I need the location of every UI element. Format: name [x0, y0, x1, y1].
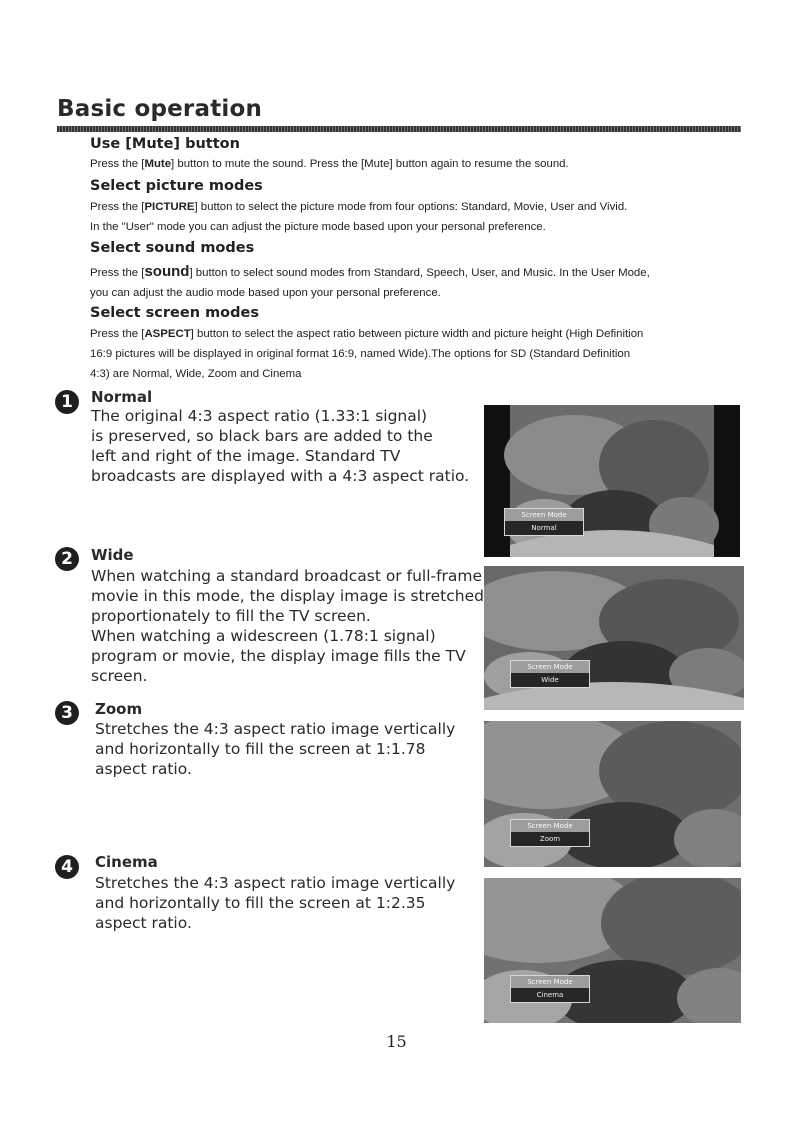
text-run: Press the [ [90, 158, 145, 170]
button-name: Mute [144, 158, 172, 170]
picture-modes-text [90, 197, 750, 237]
zoom-mode-screenshot [484, 721, 741, 867]
mode-wide-description [91, 566, 484, 686]
mode-zoom-name: Zoom [95, 700, 143, 718]
paragraph-line [90, 154, 750, 174]
mode-cinema-name: Cinema [95, 853, 158, 871]
text-run: In the "User" mode you can adjust the picture mode based upon your personal preference. [90, 221, 546, 233]
description-line: When watching a standard broadcast or full-frame [91, 567, 483, 585]
screen-mode-osd [510, 819, 590, 847]
text-run: 4:3) are Normal, Wide, Zoom and Cinema [90, 368, 302, 380]
paragraph-line [90, 283, 750, 303]
description-line: Stretches the 4:3 aspect ratio image vertically [95, 720, 456, 738]
mute-section-heading: Use [Mute] button [90, 136, 240, 152]
sound-modes-text [90, 262, 750, 303]
mode-normal-name: Normal [91, 388, 153, 406]
wide-scene-image [484, 566, 744, 710]
description-line: is preserved, so black bars are added to the [91, 427, 433, 445]
description-line: The original 4:3 aspect ratio (1.33:1 signal) [91, 407, 428, 425]
osd-title: Screen Mode [511, 661, 589, 673]
mode-wide-name: Wide [91, 546, 134, 564]
paragraph-line [90, 262, 750, 283]
description-line: broadcasts are displayed with a 4:3 aspect ratio. [91, 467, 470, 485]
osd-value: Normal [531, 524, 557, 532]
description-line: proportionately to fill the TV screen. [91, 607, 371, 625]
mode-cinema-description [95, 873, 455, 933]
text-run: ] button to select the aspect ratio between picture width and picture height (High Definition [190, 328, 644, 340]
mute-section-text [90, 154, 750, 174]
description-line: and horizontally to fill the screen at 1:1.78 [95, 740, 426, 758]
title-divider [57, 126, 741, 132]
paragraph-line [90, 344, 750, 364]
osd-title: Screen Mode [511, 820, 589, 832]
text-run: Press the [ [90, 201, 145, 213]
mode-number-badge: 3 [55, 701, 79, 725]
description-line: aspect ratio. [95, 914, 192, 932]
paragraph-line [90, 364, 750, 384]
osd-value: Wide [541, 676, 559, 684]
text-run: you can adjust the audio mode based upon your personal preference. [90, 287, 441, 299]
description-line: Stretches the 4:3 aspect ratio image vertically [95, 874, 456, 892]
description-line: movie in this mode, the display image is stretched [91, 587, 484, 605]
screen-mode-osd [504, 508, 584, 536]
mode-normal-description [91, 406, 469, 486]
page-number: 15 [386, 1032, 407, 1051]
mode-number-badge: 4 [55, 855, 79, 879]
paragraph-line [90, 217, 750, 237]
button-name: PICTURE [144, 201, 195, 213]
description-line: and horizontally to fill the screen at 1:2.35 [95, 894, 426, 912]
screen-modes-text [90, 324, 750, 384]
text-run: Press the [ [90, 328, 145, 340]
description-line: left and right of the image. Standard TV [91, 447, 401, 465]
osd-value: Cinema [536, 991, 564, 999]
wide-mode-screenshot [484, 566, 744, 710]
screen-mode-osd [510, 975, 590, 1003]
button-name: sound [144, 263, 190, 280]
normal-mode-screenshot [484, 405, 740, 557]
screen-modes-heading: Select screen modes [90, 305, 259, 321]
text-run: Press the [ [90, 267, 145, 279]
text-run: ] button to select the picture mode from four options: Standard, Movie, User and Vivid. [194, 201, 628, 213]
mode-zoom-description [95, 719, 455, 779]
mode-number-badge: 2 [55, 547, 79, 571]
description-line: program or movie, the display image fills the TV [91, 647, 466, 665]
paragraph-line [90, 197, 750, 217]
description-line: screen. [91, 667, 148, 685]
picture-modes-heading: Select picture modes [90, 178, 263, 194]
cinema-mode-screenshot [484, 878, 741, 1023]
page-title: Basic operation [57, 96, 263, 122]
description-line: aspect ratio. [95, 760, 192, 778]
screen-mode-osd [510, 660, 590, 688]
description-line: When watching a widescreen (1.78:1 signal) [91, 627, 436, 645]
mode-number-badge: 1 [55, 390, 79, 414]
button-name: ASPECT [144, 328, 191, 340]
sound-modes-heading: Select sound modes [90, 240, 255, 256]
osd-value: Zoom [539, 835, 561, 843]
text-run: ] button to select sound modes from Standard, Speech, User, and Music. In the User Mode, [189, 267, 650, 279]
osd-title: Screen Mode [505, 509, 583, 521]
osd-title: Screen Mode [511, 976, 589, 988]
paragraph-line [90, 324, 750, 344]
text-run: 16:9 pictures will be displayed in original format 16:9, named Wide).The options for SD (Standard Definition [90, 348, 631, 360]
text-run: ] button to mute the sound. Press the [Mute] button again to resume the sound. [171, 158, 569, 170]
